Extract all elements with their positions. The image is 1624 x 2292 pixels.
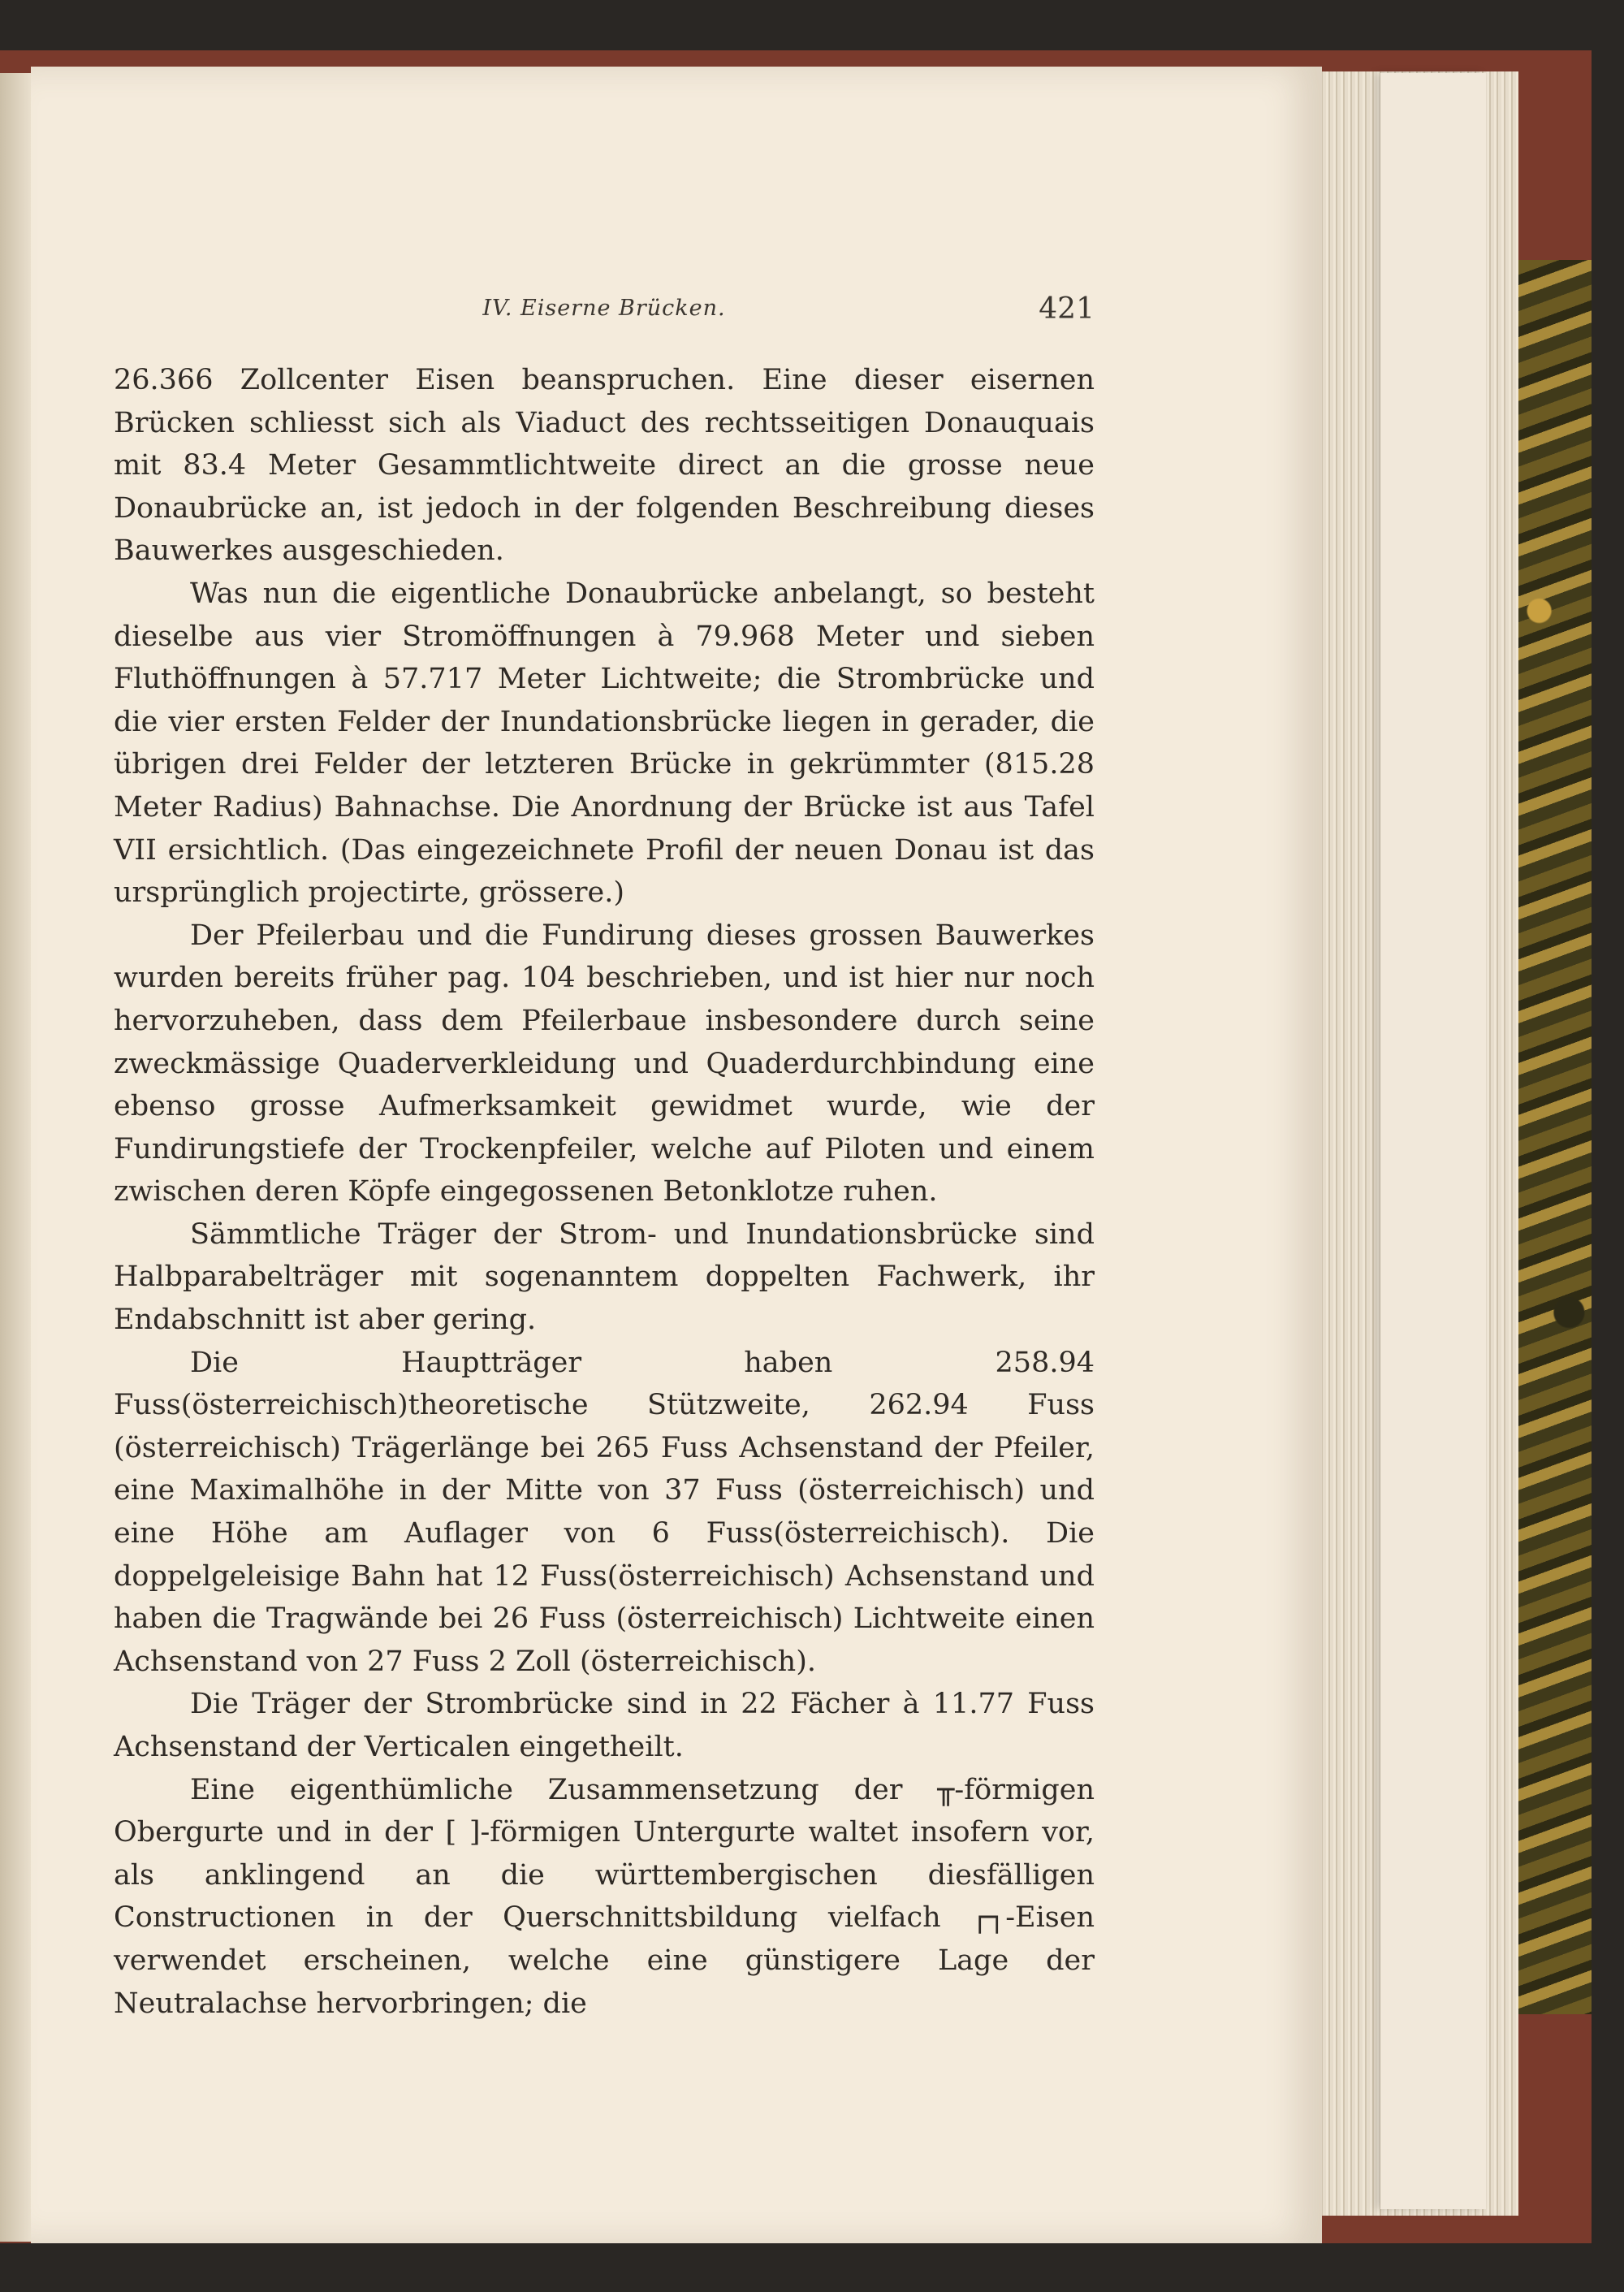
paragraph: Der Pfeilerbau und die Fundirung dieses grossen Bauwerkes wurden bereits früher pag. 104 beschrieben, und ist hier nur noch hervorzuheben, dass dem Pfeilerbaue insbesondere durch seine zweckmässige Quaderverkleidung und Quaderdurchbindung eine ebenso grosse Aufmerksamkeit gewidmet wurde, wie der Fundirungstiefe der Trockenpfeiler, welche auf Piloten und einem zwischen deren Köpfe eingegossenen Betonklotze ruhen. [114,919,1095,1209]
page-header [114,292,1095,328]
paragraph: Eine eigenthümliche Zusammensetzung der ╥-förmigen Obergurte und in der [ ]-förmigen Untergurte waltet insofern vor, als anklingend an die württembergischen diesfälligen Constructionen in der Querschnittsbildung vielfach ┌┐-Eisen verwendet erscheinen, welche eine günstigere Lage der Neutralachse hervorbringen; die [114,1773,1095,2020]
facing-page-edge [1380,73,1486,2209]
page-number: 421 [1039,292,1095,326]
paragraph: Sämmtliche Träger der Strom- und Inundationsbrücke sind Halbparabelträger mit sogenanntem doppelten Fachwerk, ihr Endabschnitt ist aber gering. [114,1217,1095,1337]
marbled-edge [1517,260,1592,2014]
body-text [114,359,1095,2025]
paragraph: Die Hauptträger haben 258.94 Fuss(österreichisch)theoretische Stützweite, 262.94 Fuss (österreichisch) Trägerlänge bei 265 Fuss Achsenstand der Pfeiler, eine Maximalhöhe in der Mitte von 37 Fuss (österreichisch) und eine Höhe am Auflager von 6 Fuss(österreichisch). Die doppelgeleisige Bahn hat 12 Fuss(österreichisch) Achsenstand und haben die Tragwände bei 26 Fuss (österreichisch) Lichtweite einen Achsenstand von 27 Fuss 2 Zoll (österreichisch). [114,1346,1095,1678]
running-head: IV. Eiserne Brücken. [482,296,726,321]
paragraph: Die Träger der Strombrücke sind in 22 Fächer à 11.77 Fuss Achsenstand der Verticalen eingetheilt. [114,1688,1095,1763]
paragraph: Was nun die eigentliche Donaubrücke anbelangt, so besteht dieselbe aus vier Stromöffnungen à 79.968 Meter und sieben Fluthöffnungen à 57.717 Meter Lichtweite; die Strombrücke und die vier ersten Felder der Inundationsbrücke liegen in gerader, die übrigen drei Felder der letzteren Brücke in gekrümmter (815.28 Meter Radius) Bahnachse. Die Anordnung der Brücke ist aus Tafel VII ersichtlich. (Das eingezeichnete Profil der neuen Donau ist das ursprünglich projectirte, grössere.) [114,577,1095,910]
previous-page-edge [0,73,31,2242]
paragraph: 26.366 Zollcenter Eisen beanspruchen. Eine dieser eisernen Brücken schliesst sich als Viaduct des rechtsseitigen Donauquais mit 83.4 Meter Gesammtlichtweite direct an die grosse neue Donaubrücke an, ist jedoch in der folgenden Beschreibung dieses Bauwerkes ausgeschieden. [114,364,1095,568]
